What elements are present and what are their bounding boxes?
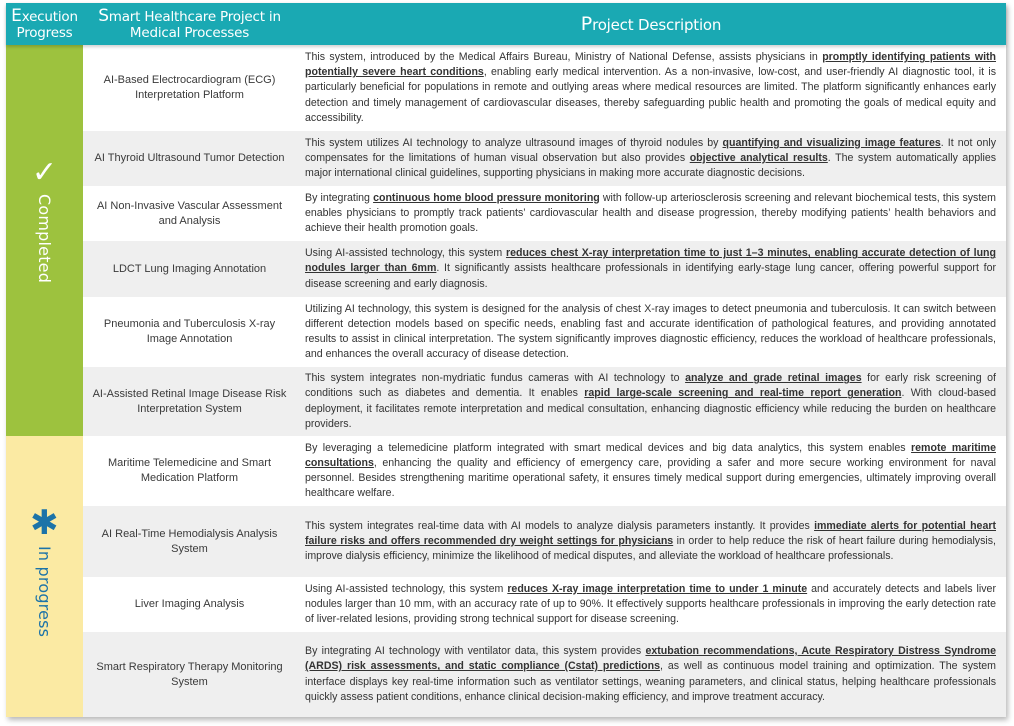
project-name-cell <box>83 632 296 717</box>
table-row <box>83 506 1006 577</box>
project-name-cell <box>83 241 296 297</box>
table-row <box>83 367 1006 436</box>
description-text: . With cloud-based deployment, it facilitates remote interpretation and medical consultation, enhancing diagnostic efficiency while reducing the burden on healthcare providers. <box>305 387 996 430</box>
description-highlight: continuous home blood pressure monitoring <box>373 191 600 204</box>
description-text: in order to help reduce the risk of heart failure during hemodialysis, improve dialysis efficiency, minimize the likelihood of medical disputes, and alleviate the workload of healthcare professionals. <box>305 534 996 563</box>
description-text: Utilizing AI technology, this system is designed for the analysis of chest X-ray images to detect pneumonia and tuberculosis. It can switch between different detection models based on specific needs, enabling fast and accurate identification of pathological features, and providing annotated results to assist in clinical interpretation. The system significantly improves diagnostic efficiency, reduces the workload of healthcare professionals, and enhances the overall accuracy of disease detection. <box>305 302 996 361</box>
project-name: AI-Based Electrocardiogram (ECG) Interpretation Platform <box>103 74 276 101</box>
project-description-cell <box>305 45 996 131</box>
project-description-cell <box>305 297 996 367</box>
header-execution-progress <box>6 3 83 45</box>
table-row <box>83 241 1006 297</box>
project-name-cell <box>83 367 296 436</box>
table-row <box>83 632 1006 717</box>
project-name: LDCT Lung Imaging Annotation <box>112 262 267 275</box>
project-name-cell <box>83 186 296 241</box>
project-name-cell <box>83 297 296 367</box>
header-text: xecution <box>21 8 78 25</box>
project-name-cell <box>83 45 296 131</box>
project-name: AI Non-Invasive Vascular Assessment and Analysis <box>96 199 283 227</box>
project-table <box>6 3 1006 717</box>
header-project-name <box>83 3 296 45</box>
description-text: . The system automatically applies major international clinical guidelines, supporting physicians in making more accurate diagnostic decisions. <box>305 151 997 180</box>
project-name: Maritime Telemedicine and Smart Medication Platform <box>107 457 272 484</box>
description-text: This system integrates real-time data with AI models to analyze dialysis parameters instantly. It provides <box>305 519 815 532</box>
project-name: AI Real-Time Hemodialysis Analysis System <box>101 527 278 555</box>
project-description-cell <box>305 506 996 577</box>
table-header <box>6 3 1006 45</box>
project-name: Smart Respiratory Therapy Monitoring System <box>96 660 283 688</box>
table-row <box>83 577 1006 632</box>
table-row <box>83 436 1006 506</box>
project-name: Pneumonia and Tuberculosis X-ray Image Annotation <box>103 318 276 345</box>
checkmark-icon: ✓ <box>31 154 58 190</box>
description-text: . It not only compensates for the limitations of human visual observation but also provides <box>305 136 996 164</box>
description-highlight: remote maritime consultations <box>305 441 996 469</box>
description-text: Using AI-assisted technology, this system <box>305 247 506 260</box>
description-text: By leveraging a telemedicine platform integrated with smart medical devices and big data analytics, this system enables <box>305 441 912 454</box>
description-text: , enabling early medical intervention. As a non-invasive, low-cost, and user-friendly AI diagnostic tool, it is particularly beneficial for populations in remote and outlying areas where medical resources are limited. The platform significantly enhances early detection and timely management of cardiovascular diseases, thereby safeguarding public health and promoting the goals of medical equity and accessibility. <box>305 66 996 124</box>
header-cap: P <box>580 12 593 35</box>
table-row <box>83 131 1006 186</box>
project-name-cell <box>83 436 296 506</box>
description-text: for early risk screening of conditions such as diabetes and dementia. It enables <box>305 372 996 400</box>
table-row <box>83 45 1006 131</box>
header-project-description <box>296 3 1006 45</box>
header-text: Progress <box>16 24 73 41</box>
project-name-cell <box>83 506 296 577</box>
description-highlight: rapid large-scale screening and real-time report generation <box>584 387 902 400</box>
description-text: By integrating AI technology with ventilator data, this system provides <box>305 645 646 658</box>
description-highlight: extubation recommendations, Acute Respiratory Distress Syndrome (ARDS) risk assessments, and static compliance (Cstat) predictions <box>305 645 996 673</box>
description-highlight: reduces X-ray image interpretation time to under 1 minute <box>507 582 808 595</box>
project-description-cell <box>305 632 996 717</box>
description-text: By integrating <box>305 191 374 204</box>
project-name: Liver Imaging Analysis <box>134 598 245 610</box>
description-text: This system integrates non-mydriatic fundus cameras with AI technology to <box>305 372 686 385</box>
project-name-cell <box>83 577 296 632</box>
header-text: Medical Processes <box>129 24 250 41</box>
header-text: mart Healthcare Project in <box>108 8 281 25</box>
status-group-completed <box>6 45 83 436</box>
description-text: Using AI-assisted technology, this system <box>305 582 508 595</box>
description-highlight: reduces chest X-ray interpretation time to just 1–3 minutes, enabling accurate detection of lung nodules larger than 6mm <box>305 247 996 275</box>
asterisk-icon: ✱ <box>30 502 59 543</box>
table-row <box>83 186 1006 241</box>
project-name-cell <box>83 131 296 186</box>
project-description-cell <box>305 131 996 186</box>
description-text: This system, introduced by the Medical Affairs Bureau, Ministry of National Defense, assists physicians in <box>305 50 823 63</box>
header-cap: E <box>11 5 22 26</box>
description-text: and accurately detects and labels liver nodules larger than 10 mm, with an accuracy rate of up to 90%. It effectively supports healthcare professionals in improving the early detection rate of liver-related lesions, providing strong technical support for disease screening. <box>305 582 996 626</box>
status-group-in-progress <box>6 436 83 717</box>
status-label-completed: Completed <box>35 193 54 284</box>
description-text: . It significantly assists healthcare professionals in identifying early-stage lung cancer, offering powerful support for disease screening and early diagnosis. <box>305 262 997 290</box>
description-highlight: objective analytical results <box>689 151 828 164</box>
header-cap: S <box>98 5 109 26</box>
project-description-cell <box>305 186 996 241</box>
description-text: , enhancing the quality and efficiency of emergency care, providing a safer and more secure working environment for naval personnel. Besides strengthening maritime operational safety, it ensures timely medical support during emergencies, ultimately improving overall healthcare welfare. <box>305 456 996 500</box>
header-text: roject Description <box>592 15 722 34</box>
project-name: AI-Assisted Retinal Image Disease Risk Interpretation System <box>92 387 287 415</box>
description-highlight: immediate alerts for potential heart failure risks and offers recommended dry weight settings for physicians <box>305 519 996 547</box>
description-highlight: quantifying and visualizing image features <box>722 136 941 149</box>
project-description-cell <box>305 577 996 632</box>
status-label-in-progress: In progress <box>35 545 54 638</box>
description-text: , as well as continuous model training and optimization. The system interface displays key real-time information such as ventilator settings, weaning parameters, and clinical status, helping healthcare professionals quickly assess patient conditions, enhance clinical decision-making efficiency, and improve treatment accuracy. <box>305 660 996 703</box>
description-text: This system utilizes AI technology to analyze ultrasound images of thyroid nodules by <box>305 136 723 149</box>
project-description-cell <box>305 241 996 297</box>
description-text: with follow-up arteriosclerosis screening and relevant biochemical tests, this system enables physicians to promptly track patients’ cardiovascular health and disease progression, thereby modifying patients’ health behaviors and achieve their health promotion goals. <box>305 191 996 235</box>
table-row <box>83 297 1006 367</box>
project-name: AI Thyroid Ultrasound Tumor Detection <box>94 152 285 164</box>
description-highlight: promptly identifying patients with potentially severe heart conditions <box>305 50 997 79</box>
project-description-cell <box>305 436 996 506</box>
description-highlight: analyze and grade retinal images <box>685 372 862 385</box>
project-description-cell <box>305 367 996 436</box>
